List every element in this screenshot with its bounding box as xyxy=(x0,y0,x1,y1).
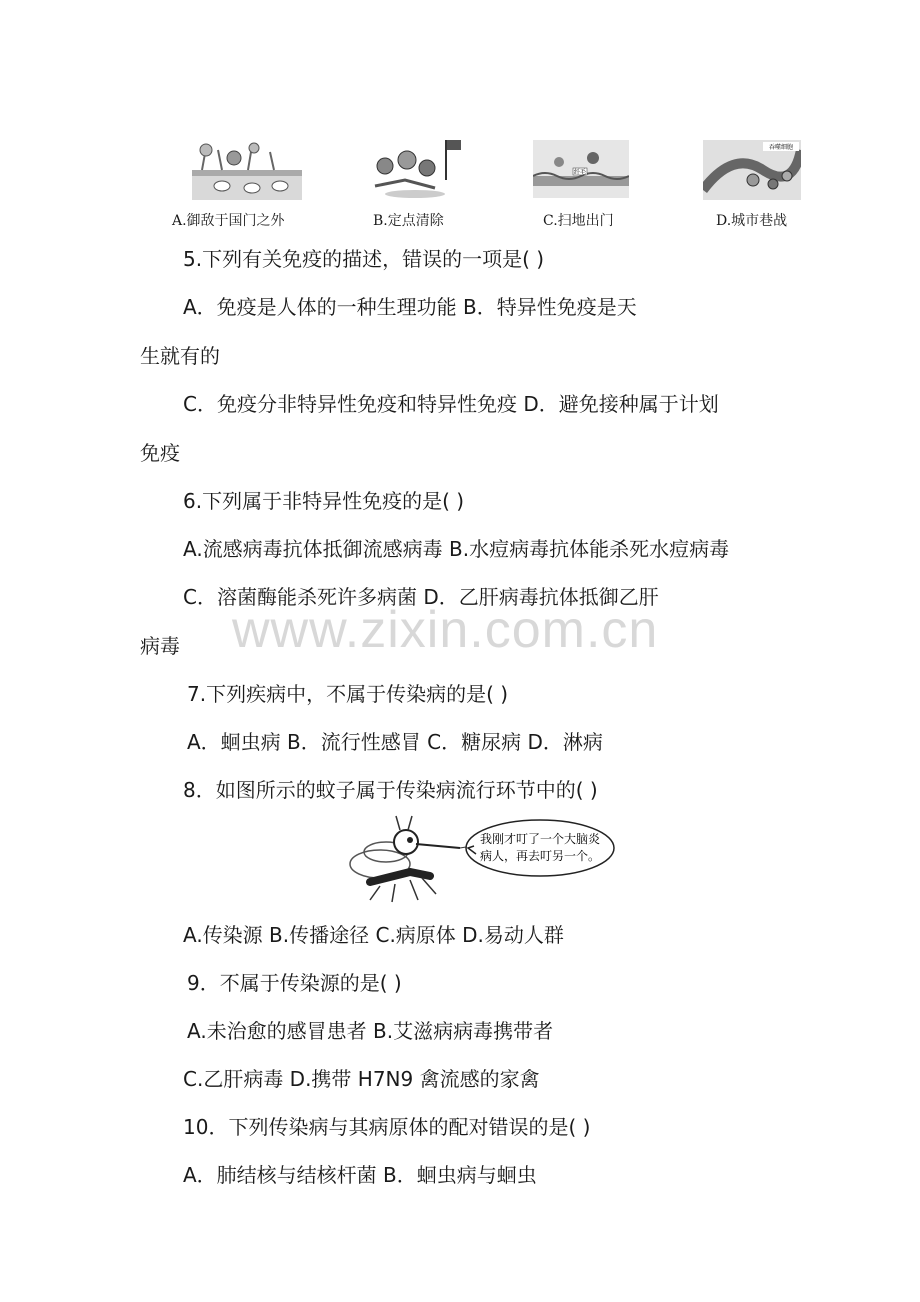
q6-line1: A.流感病毒抗体抵御流感病毒 B.水痘病毒抗体能杀死水痘病毒 xyxy=(183,537,730,561)
q7-stem: 7.下列疾病中，不属于传染病的是( ) xyxy=(187,682,509,706)
figure-c-caption: C.扫地出门 xyxy=(543,213,614,229)
mosquito-figure xyxy=(340,812,620,908)
figure-d-caption: D.城市巷战 xyxy=(716,213,788,229)
figure-c-tag: 纤毛 xyxy=(573,169,587,176)
figure-a-defense-at-gate xyxy=(192,140,302,206)
q9-stem: 9．不属于传染源的是( ) xyxy=(187,971,402,995)
q5-line4: 免疫 xyxy=(140,441,180,465)
figure-c-sweep-out xyxy=(533,140,629,202)
figure-d-street-fight xyxy=(703,140,801,204)
figure-b-caption: B.定点清除 xyxy=(373,213,444,229)
q6-line3: 病毒 xyxy=(140,634,180,658)
q5-stem: 5.下列有关免疫的描述，错误的一项是( ) xyxy=(183,247,545,271)
q5-line3: C．免疫分非特异性免疫和特异性免疫 D．避免接种属于计划 xyxy=(183,392,719,416)
q8-options: A.传染源 B.传播途径 C.病原体 D.易动人群 xyxy=(183,923,564,947)
bubble-line-1: 我刚才叮了一个大脑炎 xyxy=(479,832,601,846)
q9-line1: A.未治愈的感冒患者 B.艾滋病病毒携带者 xyxy=(187,1019,554,1043)
q5-line1: A．免疫是人体的一种生理功能 B．特异性免疫是天 xyxy=(183,295,637,319)
q10-stem: 10．下列传染病与其病原体的配对错误的是( ) xyxy=(183,1115,591,1139)
q6-line2: C．溶菌酶能杀死许多病菌 D．乙肝病毒抗体抵御乙肝 xyxy=(183,585,659,609)
figure-b-targeted-removal xyxy=(365,136,465,206)
q8-stem: 8．如图所示的蚊子属于传染病流行环节中的( ) xyxy=(183,778,598,802)
q9-line2: C.乙肝病毒 D.携带 H7N9 禽流感的家禽 xyxy=(183,1067,540,1091)
figure-d-tag: 吞噬细胞 xyxy=(768,144,794,151)
q6-stem: 6.下列属于非特异性免疫的是( ) xyxy=(183,489,465,513)
q10-line1: A．肺结核与结核杆菌 B．蛔虫病与蛔虫 xyxy=(183,1163,537,1187)
q7-options: A．蛔虫病 B．流行性感冒 C．糖尿病 D．淋病 xyxy=(187,730,603,754)
bubble-line-2: 病人，再去叮另一个。 xyxy=(479,849,601,863)
figure-a-caption: A.御敌于国门之外 xyxy=(172,213,285,229)
q5-line2: 生就有的 xyxy=(140,344,220,368)
watermark: www.zixin.com.cn xyxy=(232,601,659,659)
